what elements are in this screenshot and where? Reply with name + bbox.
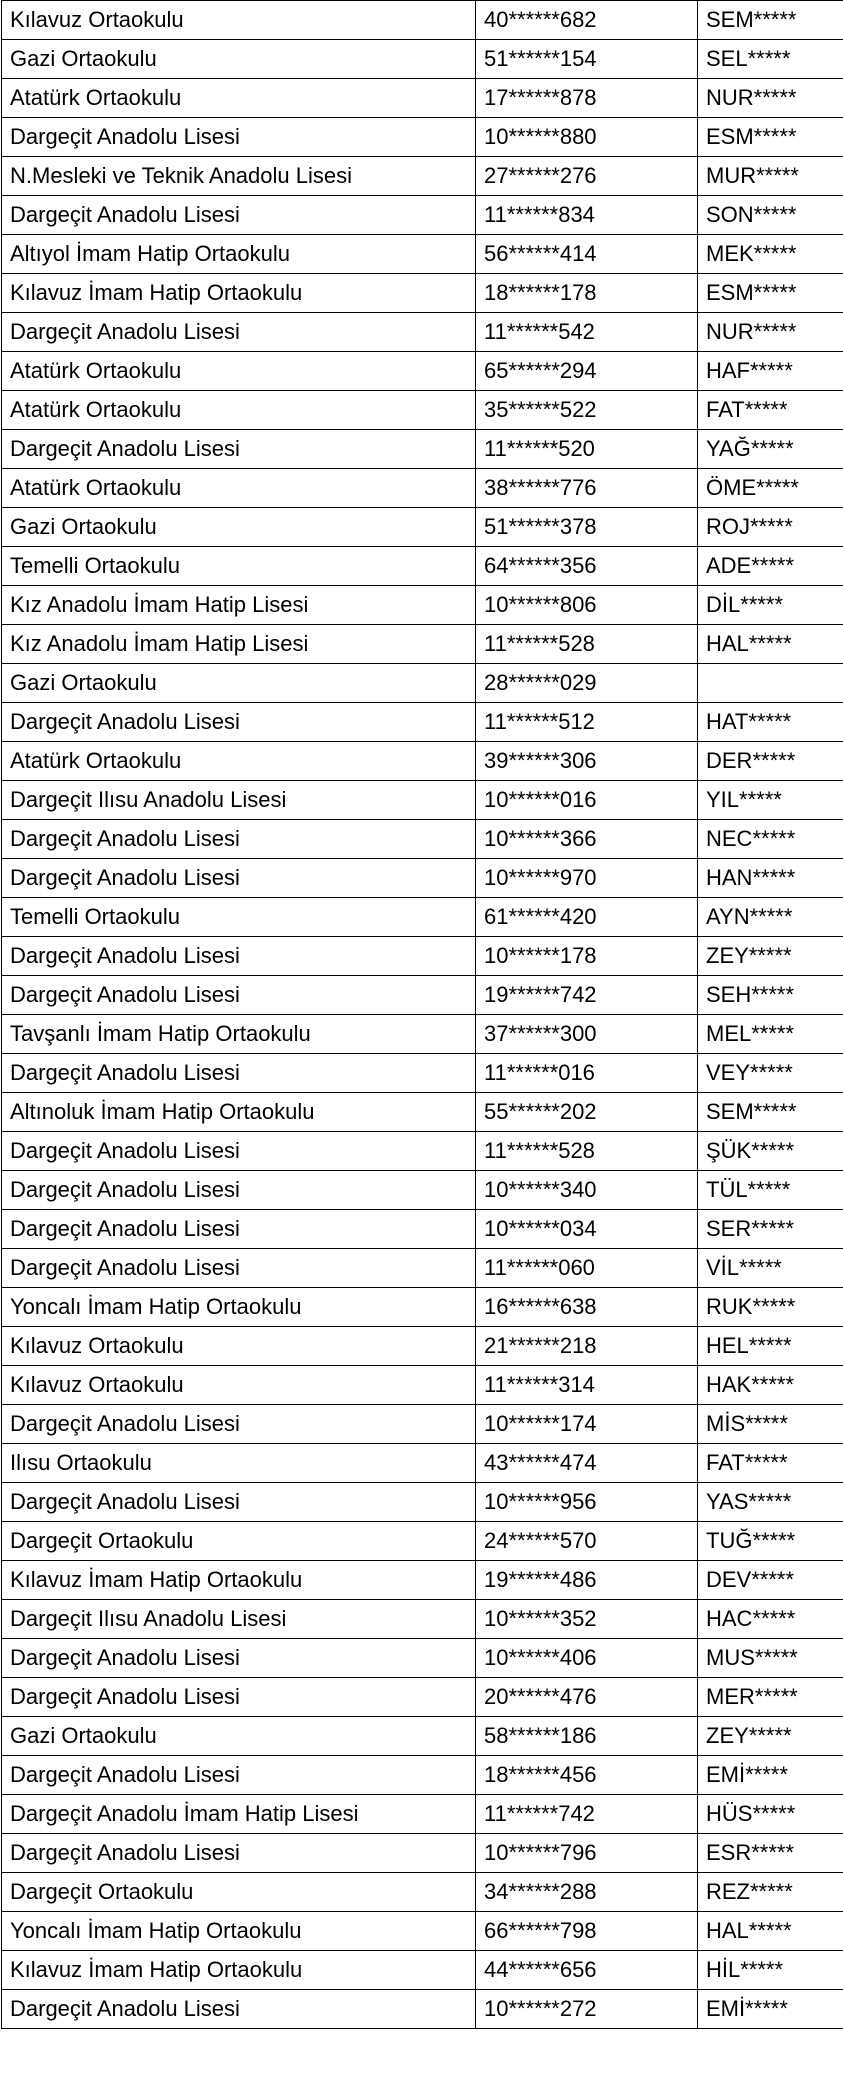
school-name-cell: Kılavuz İmam Hatip Ortaokulu	[2, 274, 476, 313]
table-row	[2, 937, 843, 976]
school-name-cell: Dargeçit Anadolu İmam Hatip Lisesi	[2, 1795, 476, 1834]
masked-id-cell: 56******414	[476, 235, 698, 274]
masked-name-cell: TUĞ*****	[698, 1522, 843, 1561]
school-name-cell: Dargeçit Anadolu Lisesi	[2, 1132, 476, 1171]
table-row	[2, 1327, 843, 1366]
masked-id-cell: 10******340	[476, 1171, 698, 1210]
school-name-cell: Temelli Ortaokulu	[2, 547, 476, 586]
school-name-cell: Dargeçit Anadolu Lisesi	[2, 1678, 476, 1717]
table-row	[2, 1912, 843, 1951]
table-body	[2, 1, 843, 2029]
table-row	[2, 1834, 843, 1873]
table-row	[2, 118, 843, 157]
table-row	[2, 820, 843, 859]
masked-id-cell: 28******029	[476, 664, 698, 703]
table-row	[2, 1444, 843, 1483]
masked-id-cell: 11******528	[476, 625, 698, 664]
school-name-cell: Dargeçit Anadolu Lisesi	[2, 1054, 476, 1093]
school-name-cell: Dargeçit Anadolu Lisesi	[2, 196, 476, 235]
table-row	[2, 352, 843, 391]
school-name-cell: Kılavuz Ortaokulu	[2, 1366, 476, 1405]
masked-name-cell: ZEY*****	[698, 1717, 843, 1756]
table-row	[2, 586, 843, 625]
masked-id-cell: 21******218	[476, 1327, 698, 1366]
school-name-cell: Dargeçit Anadolu Lisesi	[2, 1210, 476, 1249]
school-name-cell: Atatürk Ortaokulu	[2, 79, 476, 118]
table-row	[2, 79, 843, 118]
masked-id-cell: 10******796	[476, 1834, 698, 1873]
school-name-cell: Gazi Ortaokulu	[2, 1717, 476, 1756]
masked-name-cell: HAK*****	[698, 1366, 843, 1405]
table-row	[2, 1249, 843, 1288]
school-name-cell: Altınoluk İmam Hatip Ortaokulu	[2, 1093, 476, 1132]
table-row	[2, 157, 843, 196]
masked-name-cell: NEC*****	[698, 820, 843, 859]
school-name-cell: Atatürk Ortaokulu	[2, 742, 476, 781]
masked-name-cell: HEL*****	[698, 1327, 843, 1366]
table-row	[2, 1756, 843, 1795]
masked-id-cell: 10******034	[476, 1210, 698, 1249]
school-name-cell: Dargeçit Anadolu Lisesi	[2, 313, 476, 352]
school-name-cell: Dargeçit Ilısu Anadolu Lisesi	[2, 781, 476, 820]
school-name-cell: Kılavuz Ortaokulu	[2, 1327, 476, 1366]
masked-id-cell: 24******570	[476, 1522, 698, 1561]
school-name-cell: Atatürk Ortaokulu	[2, 352, 476, 391]
school-name-cell: Dargeçit Anadolu Lisesi	[2, 1405, 476, 1444]
school-name-cell: Dargeçit Anadolu Lisesi	[2, 1249, 476, 1288]
table-row	[2, 274, 843, 313]
school-name-cell: Dargeçit Anadolu Lisesi	[2, 1171, 476, 1210]
masked-id-cell: 10******406	[476, 1639, 698, 1678]
masked-id-cell: 27******276	[476, 157, 698, 196]
masked-name-cell: AYN*****	[698, 898, 843, 937]
table-row	[2, 742, 843, 781]
table-row	[2, 976, 843, 1015]
masked-name-cell: SER*****	[698, 1210, 843, 1249]
school-name-cell: Dargeçit Anadolu Lisesi	[2, 703, 476, 742]
masked-name-cell: HÜS*****	[698, 1795, 843, 1834]
masked-id-cell: 10******806	[476, 586, 698, 625]
masked-id-cell: 51******154	[476, 40, 698, 79]
table-row	[2, 1171, 843, 1210]
masked-id-cell: 40******682	[476, 1, 698, 40]
table-row	[2, 781, 843, 820]
masked-name-cell: MEK*****	[698, 235, 843, 274]
masked-name-cell: HAN*****	[698, 859, 843, 898]
table-row	[2, 391, 843, 430]
masked-name-cell: MUR*****	[698, 157, 843, 196]
table-row	[2, 898, 843, 937]
masked-name-cell: ESR*****	[698, 1834, 843, 1873]
school-name-cell: Dargeçit Anadolu Lisesi	[2, 820, 476, 859]
masked-id-cell: 10******174	[476, 1405, 698, 1444]
masked-id-cell: 43******474	[476, 1444, 698, 1483]
table-row	[2, 1093, 843, 1132]
masked-id-cell: 16******638	[476, 1288, 698, 1327]
school-name-cell: Dargeçit Anadolu Lisesi	[2, 1639, 476, 1678]
masked-id-cell: 51******378	[476, 508, 698, 547]
masked-name-cell: ESM*****	[698, 118, 843, 157]
masked-name-cell: HAL*****	[698, 625, 843, 664]
table-row	[2, 1873, 843, 1912]
masked-name-cell: SON*****	[698, 196, 843, 235]
masked-id-cell: 10******880	[476, 118, 698, 157]
masked-name-cell: YIL*****	[698, 781, 843, 820]
table-row	[2, 1015, 843, 1054]
masked-name-cell: EMİ*****	[698, 1990, 843, 2029]
masked-id-cell: 10******272	[476, 1990, 698, 2029]
table-row	[2, 1288, 843, 1327]
school-name-cell: Dargeçit Anadolu Lisesi	[2, 430, 476, 469]
masked-id-cell: 10******970	[476, 859, 698, 898]
masked-id-cell: 11******016	[476, 1054, 698, 1093]
masked-id-cell: 10******366	[476, 820, 698, 859]
masked-name-cell: VEY*****	[698, 1054, 843, 1093]
masked-id-cell: 17******878	[476, 79, 698, 118]
school-name-cell: Kız Anadolu İmam Hatip Lisesi	[2, 586, 476, 625]
masked-id-cell: 44******656	[476, 1951, 698, 1990]
table-row	[2, 40, 843, 79]
masked-name-cell: VİL*****	[698, 1249, 843, 1288]
table-row	[2, 1, 843, 40]
masked-id-cell: 64******356	[476, 547, 698, 586]
table-row	[2, 430, 843, 469]
masked-name-cell: HAL*****	[698, 1912, 843, 1951]
masked-name-cell: YAS*****	[698, 1483, 843, 1522]
masked-name-cell: ESM*****	[698, 274, 843, 313]
masked-name-cell: DER*****	[698, 742, 843, 781]
table-row	[2, 508, 843, 547]
masked-name-cell: ADE*****	[698, 547, 843, 586]
table-row	[2, 664, 843, 703]
masked-name-cell: HAC*****	[698, 1600, 843, 1639]
table-row	[2, 1990, 843, 2029]
school-name-cell: Dargeçit Anadolu Lisesi	[2, 859, 476, 898]
school-name-cell: Dargeçit Anadolu Lisesi	[2, 976, 476, 1015]
table-row	[2, 1678, 843, 1717]
masked-name-cell: ZEY*****	[698, 937, 843, 976]
school-name-cell: Atatürk Ortaokulu	[2, 469, 476, 508]
masked-name-cell: MİS*****	[698, 1405, 843, 1444]
masked-id-cell: 11******528	[476, 1132, 698, 1171]
masked-id-cell: 11******314	[476, 1366, 698, 1405]
masked-name-cell: ROJ*****	[698, 508, 843, 547]
masked-id-cell: 65******294	[476, 352, 698, 391]
masked-id-cell: 18******178	[476, 274, 698, 313]
masked-name-cell: SEH*****	[698, 976, 843, 1015]
masked-id-cell: 38******776	[476, 469, 698, 508]
masked-id-cell: 37******300	[476, 1015, 698, 1054]
table-row	[2, 859, 843, 898]
school-name-cell: Dargeçit Ilısu Anadolu Lisesi	[2, 1600, 476, 1639]
masked-id-cell: 10******178	[476, 937, 698, 976]
school-name-cell: Atatürk Ortaokulu	[2, 391, 476, 430]
table-row	[2, 1366, 843, 1405]
masked-id-cell: 11******512	[476, 703, 698, 742]
table-row	[2, 703, 843, 742]
school-name-cell: Kılavuz İmam Hatip Ortaokulu	[2, 1561, 476, 1600]
table-row	[2, 1210, 843, 1249]
table-row	[2, 1600, 843, 1639]
masked-name-cell: RUK*****	[698, 1288, 843, 1327]
table-row	[2, 1639, 843, 1678]
masked-name-cell: MER*****	[698, 1678, 843, 1717]
school-name-cell: Ilısu Ortaokulu	[2, 1444, 476, 1483]
school-name-cell: Kılavuz Ortaokulu	[2, 1, 476, 40]
school-name-cell: Yoncalı İmam Hatip Ortaokulu	[2, 1912, 476, 1951]
masked-id-cell: 66******798	[476, 1912, 698, 1951]
masked-name-cell: FAT*****	[698, 391, 843, 430]
masked-id-cell: 35******522	[476, 391, 698, 430]
table-row	[2, 1522, 843, 1561]
masked-name-cell: SEL*****	[698, 40, 843, 79]
student-list-table	[1, 0, 843, 2029]
table-row	[2, 1054, 843, 1093]
table-row	[2, 1483, 843, 1522]
masked-name-cell: NUR*****	[698, 313, 843, 352]
masked-name-cell: ÖME*****	[698, 469, 843, 508]
school-name-cell: Altıyol İmam Hatip Ortaokulu	[2, 235, 476, 274]
table-row	[2, 469, 843, 508]
school-name-cell: Dargeçit Anadolu Lisesi	[2, 118, 476, 157]
masked-name-cell: NUR*****	[698, 79, 843, 118]
masked-name-cell: TÜL*****	[698, 1171, 843, 1210]
masked-id-cell: 19******486	[476, 1561, 698, 1600]
school-name-cell: Tavşanlı İmam Hatip Ortaokulu	[2, 1015, 476, 1054]
masked-name-cell: MUS*****	[698, 1639, 843, 1678]
masked-name-cell: ŞÜK*****	[698, 1132, 843, 1171]
masked-id-cell: 10******956	[476, 1483, 698, 1522]
school-name-cell: Dargeçit Anadolu Lisesi	[2, 1990, 476, 2029]
table-row	[2, 1717, 843, 1756]
masked-name-cell: DİL*****	[698, 586, 843, 625]
masked-name-cell: HAF*****	[698, 352, 843, 391]
masked-id-cell: 11******742	[476, 1795, 698, 1834]
masked-id-cell: 34******288	[476, 1873, 698, 1912]
school-name-cell: Yoncalı İmam Hatip Ortaokulu	[2, 1288, 476, 1327]
masked-name-cell: YAĞ*****	[698, 430, 843, 469]
masked-name-cell: SEM*****	[698, 1093, 843, 1132]
masked-name-cell: FAT*****	[698, 1444, 843, 1483]
school-name-cell: Gazi Ortaokulu	[2, 40, 476, 79]
table-row	[2, 1132, 843, 1171]
table-row	[2, 313, 843, 352]
table-row	[2, 547, 843, 586]
masked-id-cell: 11******060	[476, 1249, 698, 1288]
masked-id-cell: 18******456	[476, 1756, 698, 1795]
school-name-cell: Kılavuz İmam Hatip Ortaokulu	[2, 1951, 476, 1990]
table-row	[2, 1405, 843, 1444]
masked-name-cell: REZ*****	[698, 1873, 843, 1912]
masked-id-cell: 10******016	[476, 781, 698, 820]
school-name-cell: Dargeçit Ortaokulu	[2, 1522, 476, 1561]
masked-id-cell: 19******742	[476, 976, 698, 1015]
school-name-cell: Dargeçit Anadolu Lisesi	[2, 1834, 476, 1873]
masked-name-cell: HAT*****	[698, 703, 843, 742]
masked-id-cell: 11******520	[476, 430, 698, 469]
masked-name-cell	[698, 664, 843, 703]
school-name-cell: Dargeçit Anadolu Lisesi	[2, 1756, 476, 1795]
masked-name-cell: EMİ*****	[698, 1756, 843, 1795]
masked-id-cell: 10******352	[476, 1600, 698, 1639]
school-name-cell: Kız Anadolu İmam Hatip Lisesi	[2, 625, 476, 664]
table-row	[2, 1795, 843, 1834]
masked-id-cell: 11******542	[476, 313, 698, 352]
table-row	[2, 235, 843, 274]
table-row	[2, 1951, 843, 1990]
school-name-cell: Temelli Ortaokulu	[2, 898, 476, 937]
school-name-cell: Dargeçit Ortaokulu	[2, 1873, 476, 1912]
masked-name-cell: DEV*****	[698, 1561, 843, 1600]
masked-name-cell: HİL*****	[698, 1951, 843, 1990]
school-name-cell: N.Mesleki ve Teknik Anadolu Lisesi	[2, 157, 476, 196]
masked-id-cell: 58******186	[476, 1717, 698, 1756]
masked-id-cell: 20******476	[476, 1678, 698, 1717]
school-name-cell: Dargeçit Anadolu Lisesi	[2, 1483, 476, 1522]
masked-id-cell: 11******834	[476, 196, 698, 235]
masked-id-cell: 61******420	[476, 898, 698, 937]
table-row	[2, 625, 843, 664]
masked-name-cell: SEM*****	[698, 1, 843, 40]
table-row	[2, 196, 843, 235]
table-row	[2, 1561, 843, 1600]
masked-name-cell: MEL*****	[698, 1015, 843, 1054]
school-name-cell: Gazi Ortaokulu	[2, 664, 476, 703]
school-name-cell: Dargeçit Anadolu Lisesi	[2, 937, 476, 976]
school-name-cell: Gazi Ortaokulu	[2, 508, 476, 547]
masked-id-cell: 55******202	[476, 1093, 698, 1132]
masked-id-cell: 39******306	[476, 742, 698, 781]
